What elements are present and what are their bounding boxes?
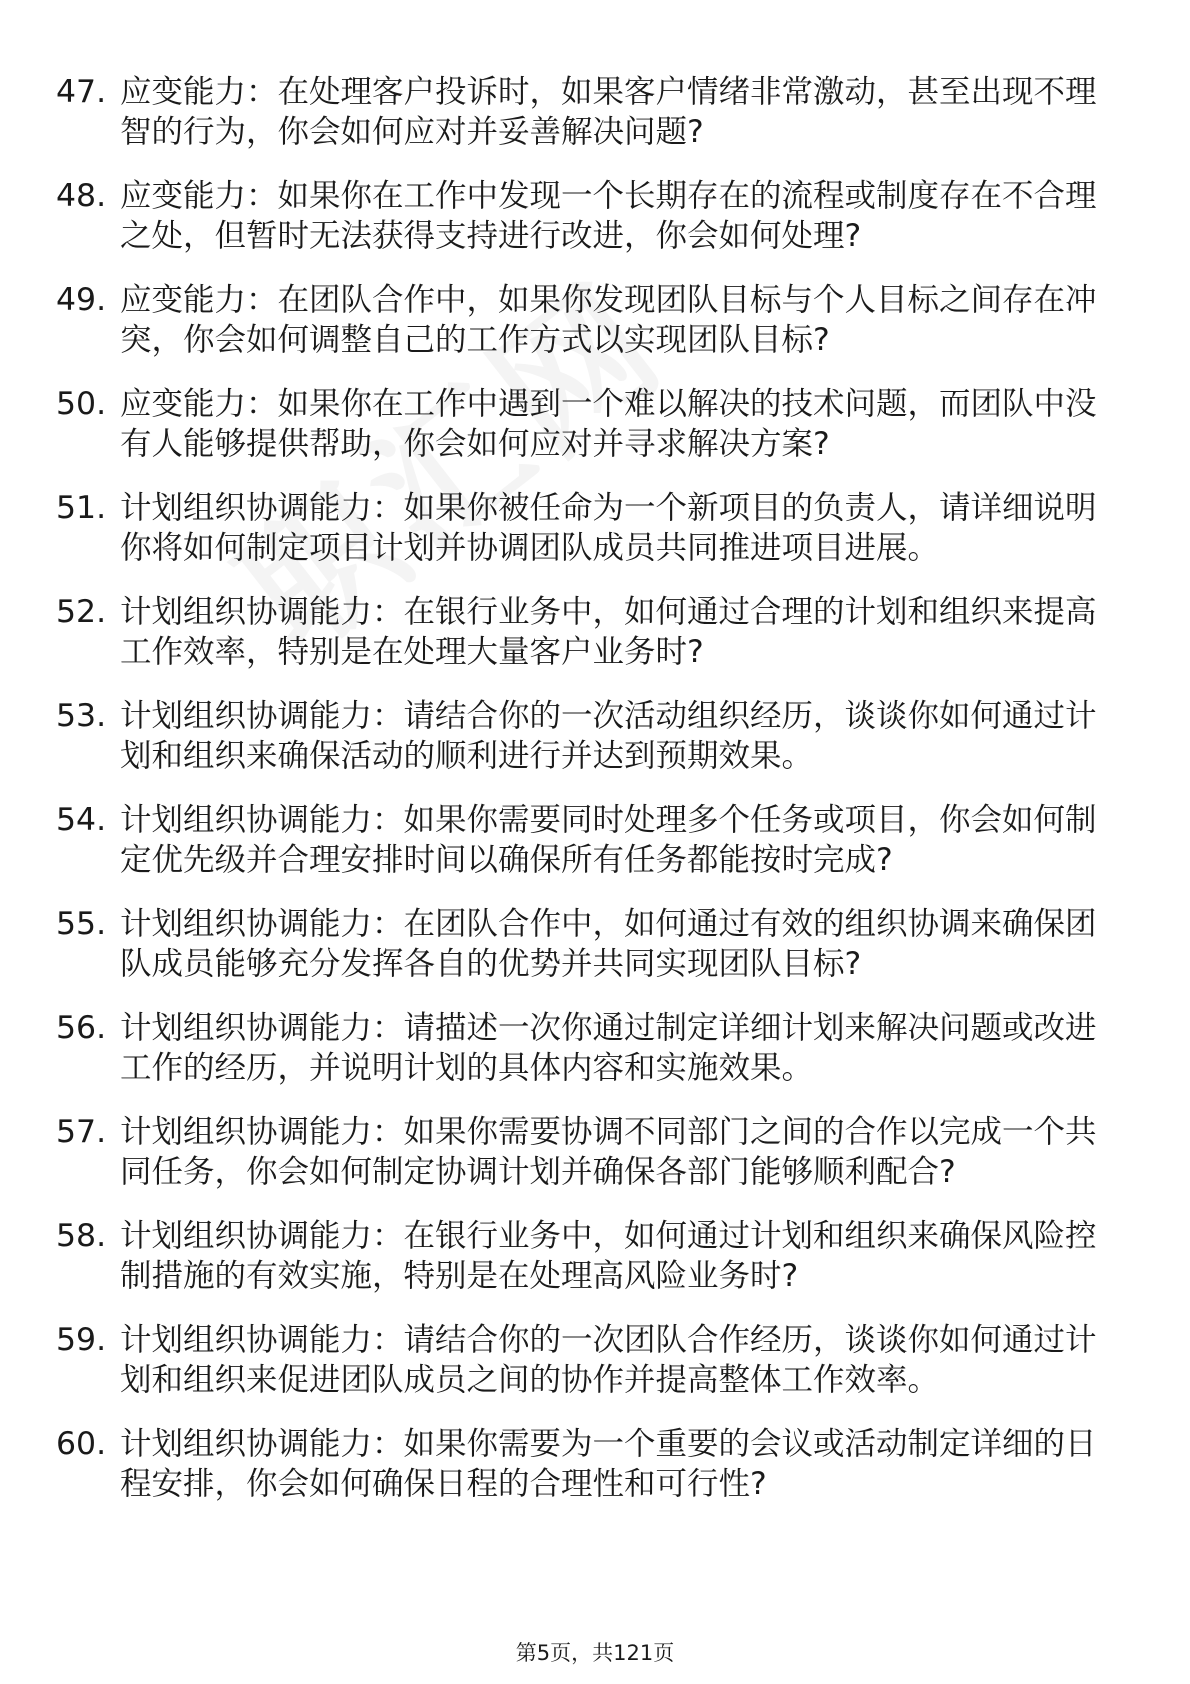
question-text: 计划组织协调能力：请结合你的一次活动组织经历，谈谈你如何通过计划和组织来确保活动的顺利进行并达到预期效果。: [120, 698, 1097, 774]
question-number: 47.: [56, 74, 107, 110]
question-text: 计划组织协调能力：在银行业务中，如何通过合理的计划和组织来提高工作效率，特别是在处理大量客户业务时?: [120, 594, 1097, 670]
question-text: 应变能力：如果你在工作中发现一个长期存在的流程或制度存在不合理之处，但暂时无法获得支持进行改进，你会如何处理?: [120, 178, 1097, 254]
question-text: 应变能力：如果你在工作中遇到一个难以解决的技术问题，而团队中没有人能够提供帮助，你会如何应对并寻求解决方案?: [120, 386, 1097, 462]
question-item: [56, 592, 1116, 672]
question-text: 计划组织协调能力：如果你被任命为一个新项目的负责人，请详细说明你将如何制定项目计划并协调团队成员共同推进项目进展。: [120, 490, 1097, 566]
question-number: 58.: [56, 1218, 107, 1254]
question-text: 计划组织协调能力：在银行业务中，如何通过计划和组织来确保风险控制措施的有效实施，特别是在处理高风险业务时?: [120, 1218, 1097, 1294]
question-item: [56, 176, 1116, 256]
question-number: 52.: [56, 594, 107, 630]
question-text: 计划组织协调能力：如果你需要同时处理多个任务或项目，你会如何制定优先级并合理安排时间以确保所有任务都能按时完成?: [120, 802, 1097, 878]
question-number: 59.: [56, 1322, 107, 1358]
question-number: 54.: [56, 802, 107, 838]
question-number: 55.: [56, 906, 107, 942]
question-item: [56, 488, 1116, 568]
question-item: [56, 280, 1116, 360]
question-text: 应变能力：在团队合作中，如果你发现团队目标与个人目标之间存在冲突，你会如何调整自己的工作方式以实现团队目标?: [120, 282, 1097, 358]
question-item: [56, 1008, 1116, 1088]
question-number: 49.: [56, 282, 107, 318]
question-number: 53.: [56, 698, 107, 734]
question-item: [56, 1320, 1116, 1400]
question-item: [56, 72, 1116, 152]
question-text: 计划组织协调能力：如果你需要协调不同部门之间的合作以完成一个共同任务，你会如何制定协调计划并确保各部门能够顺利配合?: [120, 1114, 1097, 1190]
question-number: 60.: [56, 1426, 107, 1462]
question-number: 50.: [56, 386, 107, 422]
question-text: 应变能力：在处理客户投诉时，如果客户情绪非常激动，甚至出现不理智的行为，你会如何应对并妥善解决问题?: [120, 74, 1097, 150]
question-text: 计划组织协调能力：请描述一次你通过制定详细计划来解决问题或改进工作的经历，并说明计划的具体内容和实施效果。: [120, 1010, 1097, 1086]
question-item: [56, 1216, 1116, 1296]
question-number: 56.: [56, 1010, 107, 1046]
question-item: [56, 904, 1116, 984]
question-item: [56, 696, 1116, 776]
question-text: 计划组织协调能力：如果你需要为一个重要的会议或活动制定详细的日程安排，你会如何确保日程的合理性和可行性?: [120, 1426, 1097, 1502]
page-footer: 第5页，共121页: [515, 1641, 675, 1665]
question-list: [56, 72, 1116, 1528]
question-number: 48.: [56, 178, 107, 214]
question-item: [56, 800, 1116, 880]
question-number: 51.: [56, 490, 107, 526]
question-text: 计划组织协调能力：请结合你的一次团队合作经历，谈谈你如何通过计划和组织来促进团队成员之间的协作并提高整体工作效率。: [120, 1322, 1097, 1398]
question-number: 57.: [56, 1114, 107, 1150]
question-item: [56, 1112, 1116, 1192]
question-item: [56, 1424, 1116, 1504]
question-text: 计划组织协调能力：在团队合作中，如何通过有效的组织协调来确保团队成员能够充分发挥各自的优势并共同实现团队目标?: [120, 906, 1097, 982]
question-item: [56, 384, 1116, 464]
